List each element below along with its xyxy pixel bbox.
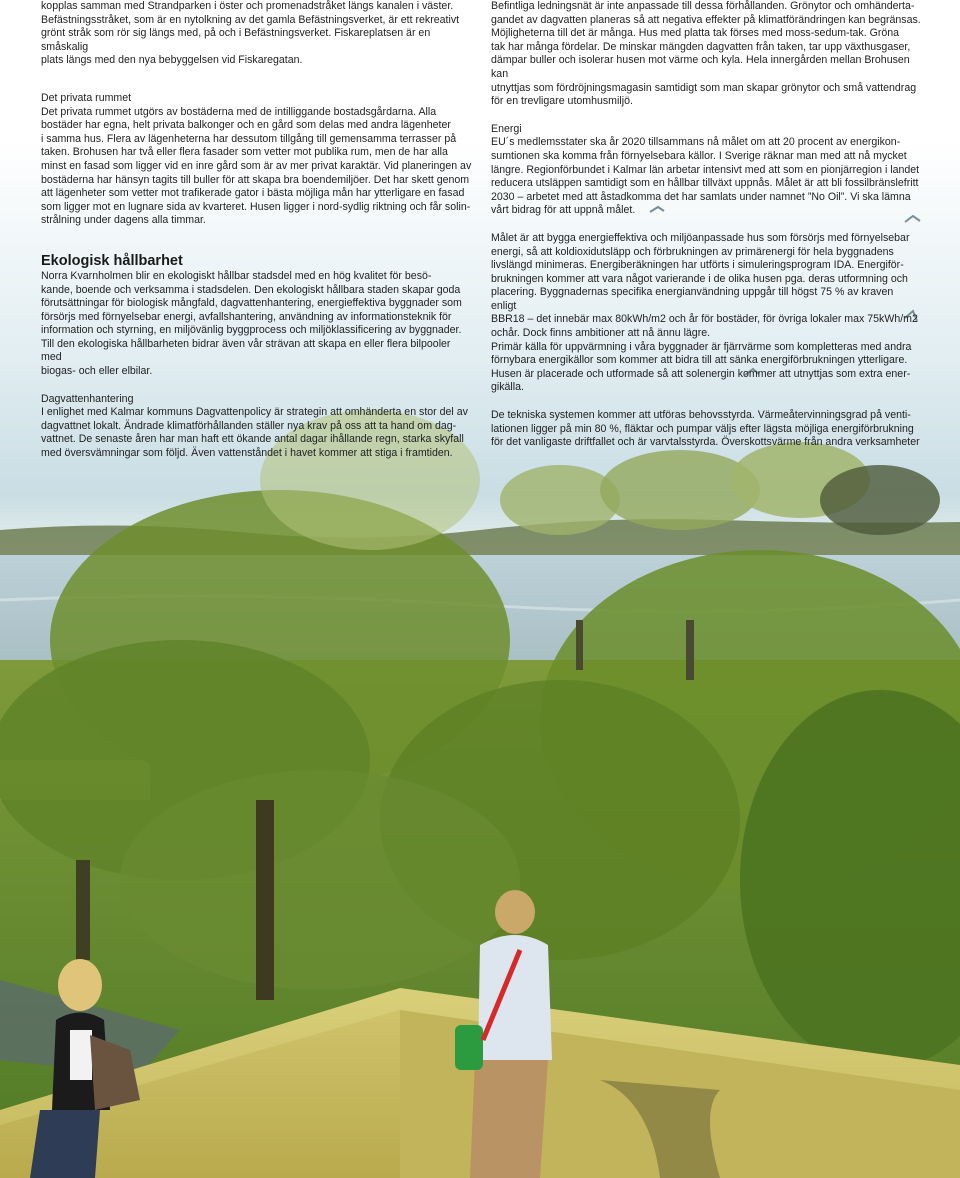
stormwater-heading: Dagvattenhantering (41, 392, 134, 405)
energy-heading: Energi (491, 122, 522, 135)
stormwater-continued-paragraph: Befintliga ledningsnät är inte anpassade till dessa förhållanden. Grönytor och omhänderta- gandet av dagvatten planeras så att negativa effekter på klimatförändringen kan begränsas. Möjligheterna till det är många. Hus med platta tak förses med moss-sedum-tak. Gröna tak har många fördelar. De minskar mängden dagvatten från taken, tar upp växthusgaser, dämpar buller och isolerar husen mot värme och kyla. Hela innergården mellan Brohusen kan utnyttjas som fördröjningsmagasin samtidigt som man skapar grönytor och små vattendrag för en trevligare utomhusmiljö. (491, 0, 921, 108)
energy-goal-paragraph: Målet är att bygga energieffektiva och miljöanpassade hus som försörjs med förnyelsebar energi, så att koldioxidutsläpp och förbrukningen av primärenergi för hela byggnadens livslängd minimeras. Energiberäkningen har utförts i simuleringsprogram IDA. Energiför- brukningen kommer att vara något varierande i de olika husen pga. deras utformning och placering. Byggnadernas specifika energianvändning uppgår till högst 75 % av kraven enligt BBR18 – det innebär max 80kWh/m2 och år för bostäder, för övriga lokaler max 75kWh/m2 ochår. Dock finns ambitioner att nå ännu lägre. Primär källa för uppvärmning i våra byggnader är fjärrvärme som kompletteras med andra förnybara energikällor som kommer att bidra till att sänka energiförbrukningen ytterligare. Husen är placerade och utformade så att solenergin kommer att utnyttjas som extra ener- gikälla. (491, 231, 918, 394)
ecological-sustainability-heading: Ekologisk hållbarhet (41, 252, 183, 269)
technical-systems-paragraph: De tekniska systemen kommer att utföras behovsstyrda. Värmeåtervinningsgrad på venti- lationen ligger på min 80 %, fläktar och pumpar väljs efter lägsta möjliga energiförbrukning för det vanligaste driftfallet och är varvtalsstyrda. Överskottsvärme från andra verksamheter (491, 409, 920, 449)
energy-paragraph: EU´s medlemsstater ska år 2020 tillsammans nå målet om att 20 procent av energikon- sumtionen ska komma från förnyelsebara källor. I Sverige räknar man med att nå mycket längre. Regionförbundet i Kalmar län arbetar intensivt med att som en pionjärregion i landet reducera utsläppen samtidigt som en hållbar tillväxt uppnås. Målet är att bli fossilbränslefritt 2030 – arbetet med att åstadkomma det har samlats under namnet ”No Oil”. Vi ska lämna vårt bidrag för att uppnå målet. (491, 136, 920, 217)
private-room-paragraph: Det privata rummet utgörs av bostäderna med de intilliggande bostadsgårdarna. Alla bostäder har egna, helt privata balkonger och en gård som delas med andra lägenheter i samma hus. Flera av lägenheterna har dessutom tillgång till gemensamma terrasser på taken. Brohusen har två eller flera fasader som vetter mot publika rum, men de har alla minst en fasad som ligger vid en inre gård som är av mer privat karaktär. Vid planeringen av bostäderna har hänsyn tagits till buller för att skapa bra boendemiljöer. Det har skett genom att lägenheter som vetter mot trafikerade gator i bästa möjliga mån har ytterligare en fasad som ligger mot en lugnare sida av kvarteret. Husen ligger i nord-sydlig riktning och får solin- strålning under dagens alla timmar. (41, 105, 472, 227)
left-text-column (41, 0, 473, 461)
stormwater-paragraph: I enlighet med Kalmar kommuns Dagvattenpolicy är strategin att omhänderta en stor del av dagvattnet lokalt. Ändrade klimatförhållanden ställer nya krav på oss att ta hand om dag- vattnet. De senaste åren har man haft ett ökande antal dagar ihållande regn, starka skyfall med översvämningar som följd. Även vattenståndet i havet kommer att stiga i framtiden. (41, 406, 468, 460)
intro-paragraph: kopplas samman med Strandparken i öster och promenadstråket längs kanalen i väster. Befästningsstråket, som är en nytolkning av det gamla Befästningsverket, är ett rekreativt grönt stråk som rör sig längs med, på och i Befästningsverket. Fiskareplatsen är en småskalig plats längs med den nya bebyggelsen vid Fiskaregatan. (41, 0, 460, 67)
private-room-heading: Det privata rummet (41, 91, 132, 104)
right-text-column (491, 0, 921, 450)
ecological-sustainability-paragraph: Norra Kvarnholmen blir en ekologiskt hållbar stadsdel med en hög kvalitet för besö- kande, boende och verksamma i stadsdelen. Den ekologiskt hållbara staden skapar goda förutsättningar för biologisk mångfald, dagvattenhantering, energieffektiva byggnader som försörjs med förnyelsebar energi, avfallshantering, användning av informationsteknik för information och styrning, en miljövänlig byggprocess och miljöklassificering av byggnader. Till den ekologiska hållbarheten bidrar även vår strävan att skapa en eller flera bilpooler med biogas- och eller elbilar. (41, 269, 462, 378)
